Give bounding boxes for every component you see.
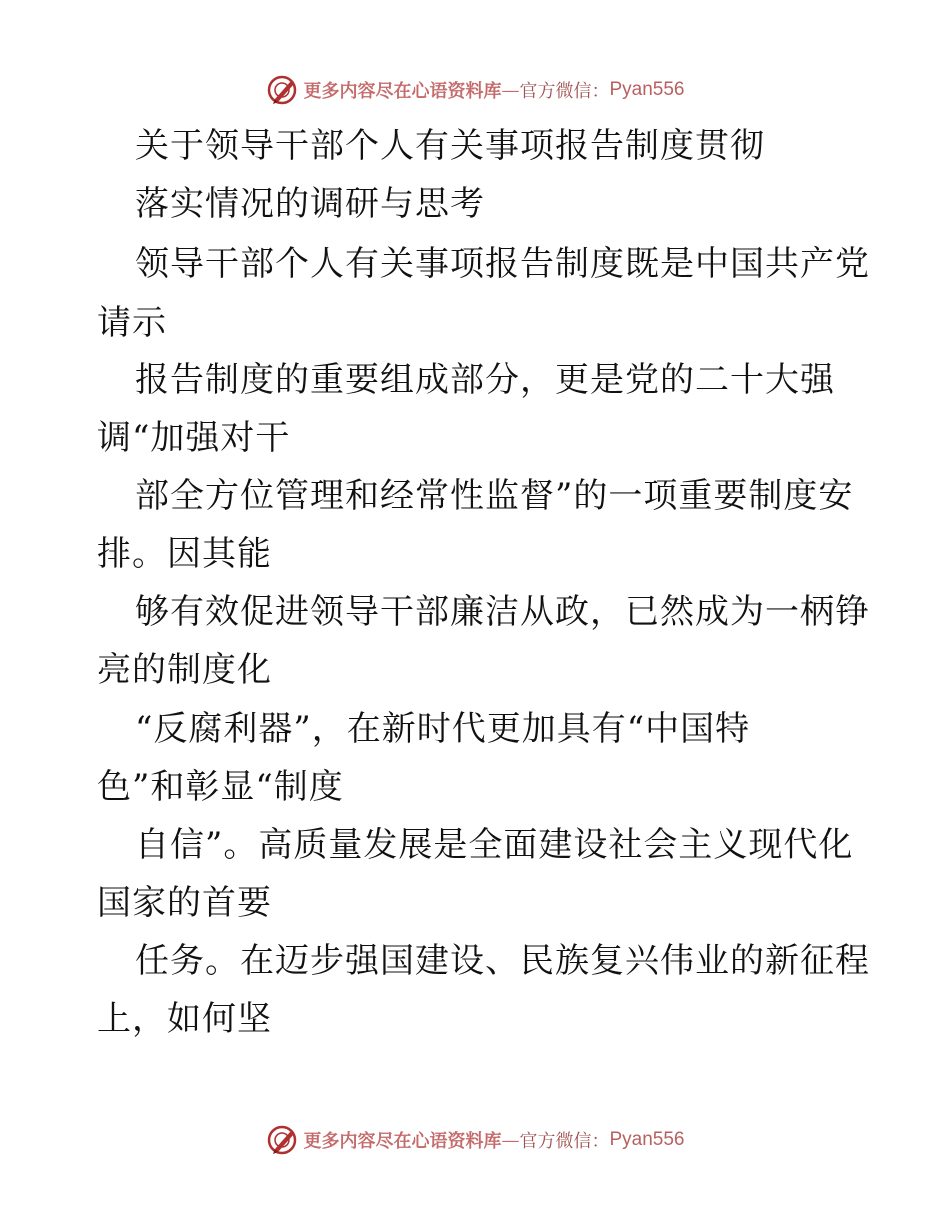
- banner-wechat-label: 官方微信：: [519, 81, 610, 102]
- doc-line: “反腐利器”，在新时代更加具有“中国特: [135, 709, 751, 749]
- doc-line: 上，如何坚: [97, 999, 272, 1039]
- doc-line: 亮的制度化: [97, 650, 272, 690]
- header-banner: [0, 70, 950, 110]
- doc-line: 调“加强对干: [97, 418, 291, 458]
- doc-line: 自信”。高质量发展是全面建设社会主义现代化: [135, 825, 854, 865]
- doc-line: 请示: [97, 303, 167, 343]
- pen-logo-icon: [265, 73, 299, 107]
- pen-logo-icon: [265, 1123, 299, 1157]
- banner-wechat-id: Pyan556: [609, 79, 685, 100]
- footer-banner: [0, 1120, 950, 1160]
- banner-dash: —: [501, 1129, 520, 1151]
- doc-line: 任务。在迈步强国建设、民族复兴伟业的新征程: [135, 941, 870, 981]
- banner-text: 更多内容尽在心语资料库: [303, 1131, 502, 1152]
- banner-text: 更多内容尽在心语资料库: [303, 81, 502, 102]
- doc-line: 国家的首要: [97, 883, 272, 923]
- doc-line: 够有效促进领导干部廉洁从政，已然成为一柄铮: [135, 592, 870, 632]
- doc-title-line-2: 落实情况的调研与思考: [135, 184, 485, 224]
- doc-line: 排。因其能: [97, 534, 272, 574]
- banner-dash: —: [501, 79, 520, 101]
- banner-wechat-id: Pyan556: [609, 1129, 685, 1150]
- doc-line: 领导干部个人有关事项报告制度既是中国共产党: [135, 244, 870, 284]
- banner-wechat-label: 官方微信：: [519, 1131, 610, 1152]
- doc-line: 色”和彰显“制度: [97, 767, 344, 807]
- doc-line: 部全方位管理和经常性监督”的一项重要制度安: [135, 476, 854, 516]
- doc-title-line-1: 关于领导干部个人有关事项报告制度贯彻: [135, 126, 765, 166]
- doc-line: 报告制度的重要组成部分，更是党的二十大强: [135, 360, 835, 400]
